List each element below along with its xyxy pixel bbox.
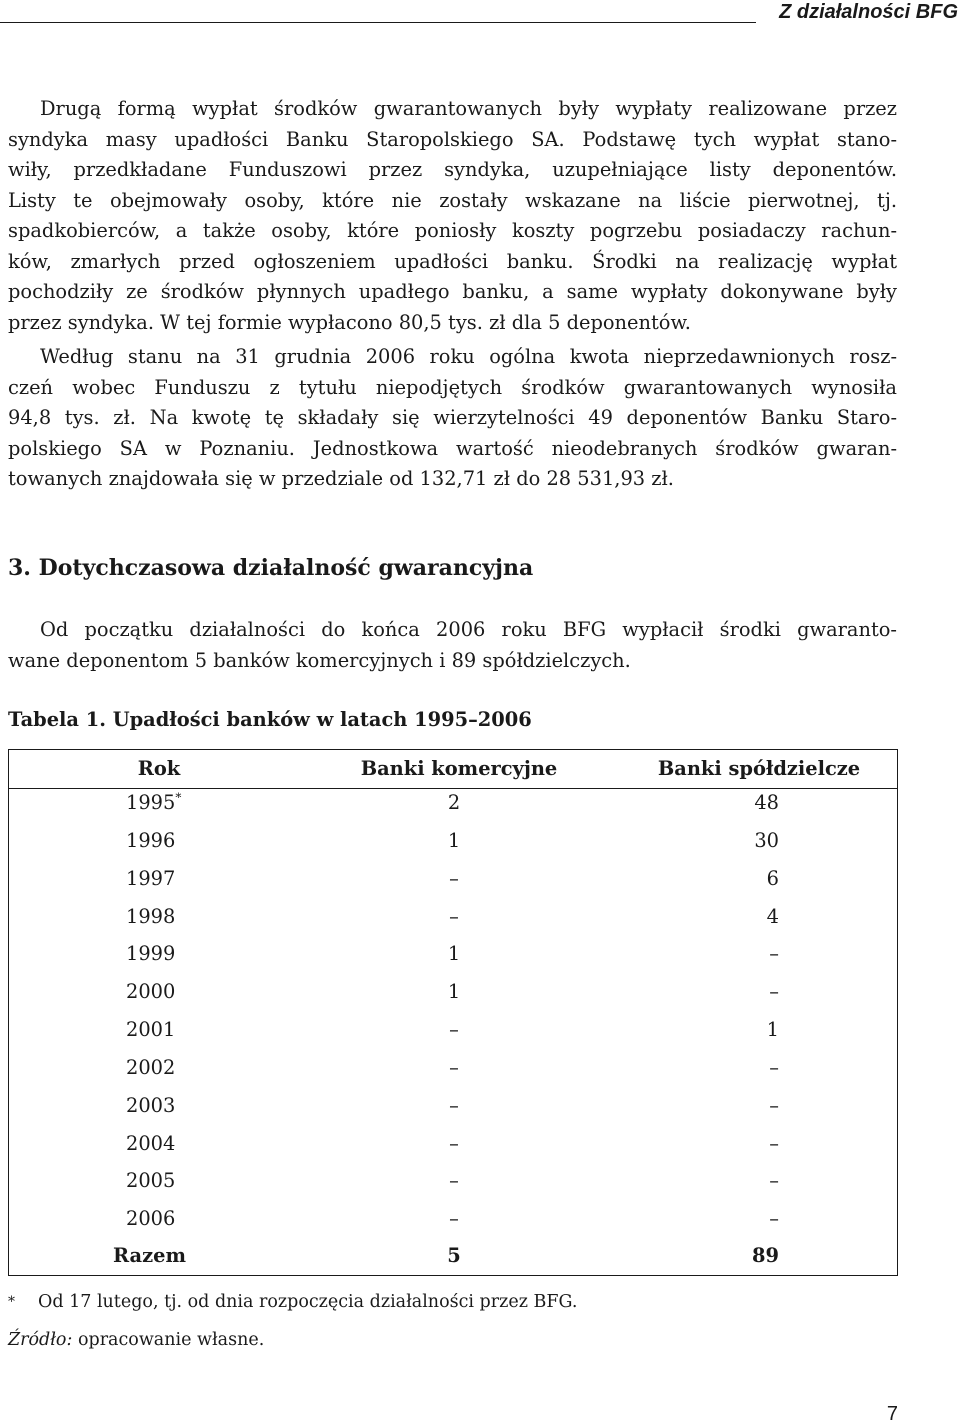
cell-cooperative: – <box>769 980 779 1003</box>
cell-total-commercial: 5 <box>447 1244 461 1267</box>
table-row <box>9 1049 897 1087</box>
cell-year: 1996 <box>126 829 176 852</box>
cell-commercial: – <box>449 1018 459 1041</box>
paragraph-line: 94,8 tys. zł. Na kwotę tę składały się wierzytelności 49 deponentów Banku Staro- <box>8 406 897 429</box>
cell-cooperative: – <box>769 1207 779 1230</box>
cell-cooperative: 4 <box>766 905 779 928</box>
source-label: Źródło: <box>8 1330 73 1350</box>
table-row <box>9 935 897 973</box>
table-row <box>9 822 897 860</box>
cell-commercial: – <box>449 1169 459 1192</box>
footnote-text: Od 17 lutego, tj. od dnia rozpoczęcia działalności przez BFG. <box>38 1292 578 1312</box>
cell-cooperative: 6 <box>766 867 779 890</box>
table-row <box>9 1200 897 1238</box>
table-row <box>9 860 897 898</box>
paragraph-line: czeń wobec Funduszu z tytułu niepodjętych środków gwarantowanych wynosiła <box>8 375 897 399</box>
cell-year: 2006 <box>126 1207 176 1230</box>
cell-cooperative: – <box>769 1094 779 1117</box>
cell-year: 2005 <box>126 1169 176 1192</box>
footnote-marker: * <box>175 790 182 805</box>
paragraph-line: wane deponentom 5 banków komercyjnych i 89 spółdzielczych. <box>8 648 631 672</box>
paragraph-guarantee-summary <box>8 615 897 676</box>
paragraph-payouts-by-receiver <box>8 94 897 338</box>
cell-year: 1995* <box>126 790 182 814</box>
table-row <box>9 1011 897 1049</box>
footnote-marker: * <box>8 1294 15 1310</box>
paragraph-line: spadkobierców, a także osoby, które poniosły koszty pogrzebu posiadaczy rachun- <box>8 219 897 242</box>
paragraph-line: przez syndyka. W tej formie wypłacono 80,5 tys. zł dla 5 deponentów. <box>8 310 691 334</box>
cell-year: 2003 <box>126 1094 176 1117</box>
running-header <box>0 0 960 30</box>
table-row <box>9 1162 897 1200</box>
table-row <box>9 898 897 936</box>
table-footnote <box>8 1290 577 1314</box>
cell-total-label: Razem <box>113 1244 186 1267</box>
cell-cooperative: – <box>769 1056 779 1079</box>
bank-failures-table <box>8 749 898 1276</box>
cell-commercial: 2 <box>447 791 461 814</box>
paragraph-line: Według stanu na 31 grudnia 2006 roku ogólna kwota nieprzedawnionych rosz- <box>40 345 897 368</box>
table-title: Tabela 1. Upadłości banków w latach 1995–2006 <box>8 708 532 731</box>
cell-cooperative: – <box>769 1132 779 1155</box>
cell-year: 1998 <box>126 905 176 928</box>
table-row <box>9 1125 897 1163</box>
cell-commercial: 1 <box>447 980 461 1003</box>
cell-cooperative: 1 <box>766 1018 779 1041</box>
cell-commercial: – <box>449 1207 459 1230</box>
page-number: 7 <box>886 1403 898 1425</box>
cell-commercial: 1 <box>447 829 461 852</box>
cell-cooperative: 30 <box>754 829 779 852</box>
cell-cooperative: – <box>769 1169 779 1192</box>
table-row <box>9 784 897 822</box>
paragraph-line: ków, zmarłych przed ogłoszeniem upadłości banku. Środki na realizację wypłat <box>8 249 897 273</box>
cell-commercial: – <box>449 867 459 890</box>
cell-commercial: – <box>449 1132 459 1155</box>
table-row <box>9 1087 897 1125</box>
column-header-commercial: Banki komercyjne <box>360 757 558 780</box>
table-row <box>9 973 897 1011</box>
header-rule <box>0 22 756 23</box>
cell-commercial: – <box>449 1056 459 1079</box>
paragraph-line: pochodziły ze środków płynnych upadłego banku, a same wypłaty dokonywane były <box>8 280 897 303</box>
paragraph-outstanding-claims <box>8 342 897 495</box>
cell-year: 2001 <box>126 1018 176 1041</box>
cell-year: 1999 <box>126 942 176 965</box>
table-header-row <box>9 750 897 788</box>
paragraph-line: towanych znajdowała się w przedziale od 132,71 zł do 28 531,93 zł. <box>8 467 674 490</box>
column-header-year: Rok <box>137 757 181 780</box>
paragraph-line: wiły, przedkładane Funduszowi przez syndyka, uzupełniające listy deponentów. <box>8 158 897 181</box>
cell-commercial: – <box>449 905 459 928</box>
cell-commercial: – <box>449 1094 459 1117</box>
column-header-cooperative: Banki spółdzielcze <box>657 757 861 780</box>
cell-cooperative: 48 <box>754 791 779 814</box>
source-text: opracowanie własne. <box>77 1330 265 1350</box>
running-header-title: Z działalności BFG <box>779 1 958 23</box>
table-source <box>8 1328 264 1352</box>
cell-year: 2000 <box>126 980 176 1003</box>
cell-year: 2002 <box>126 1056 176 1079</box>
paragraph-line: Listy te obejmowały osoby, które nie zostały wskazane na liście pierwotnej, tj. <box>8 188 897 212</box>
section-heading: 3. Dotychczasowa działalność gwarancyjna <box>8 555 534 581</box>
paragraph-line: Drugą formą wypłat środków gwarantowanych były wypłaty realizowane przez <box>40 97 897 120</box>
paragraph-line: syndyka masy upadłości Banku Staropolskiego SA. Podstawę tych wypłat stano- <box>8 127 897 151</box>
cell-year: 1997 <box>126 867 176 890</box>
cell-total-cooperative: 89 <box>752 1244 779 1267</box>
table-total-row <box>9 1237 897 1275</box>
cell-year: 2004 <box>126 1132 176 1155</box>
paragraph-line: Od początku działalności do końca 2006 roku BFG wypłacił środki gwaranto- <box>40 618 897 641</box>
cell-cooperative: – <box>769 942 779 965</box>
cell-commercial: 1 <box>447 942 461 965</box>
paragraph-line: polskiego SA w Poznaniu. Jednostkowa wartość nieodebranych środków gwaran- <box>8 436 897 460</box>
